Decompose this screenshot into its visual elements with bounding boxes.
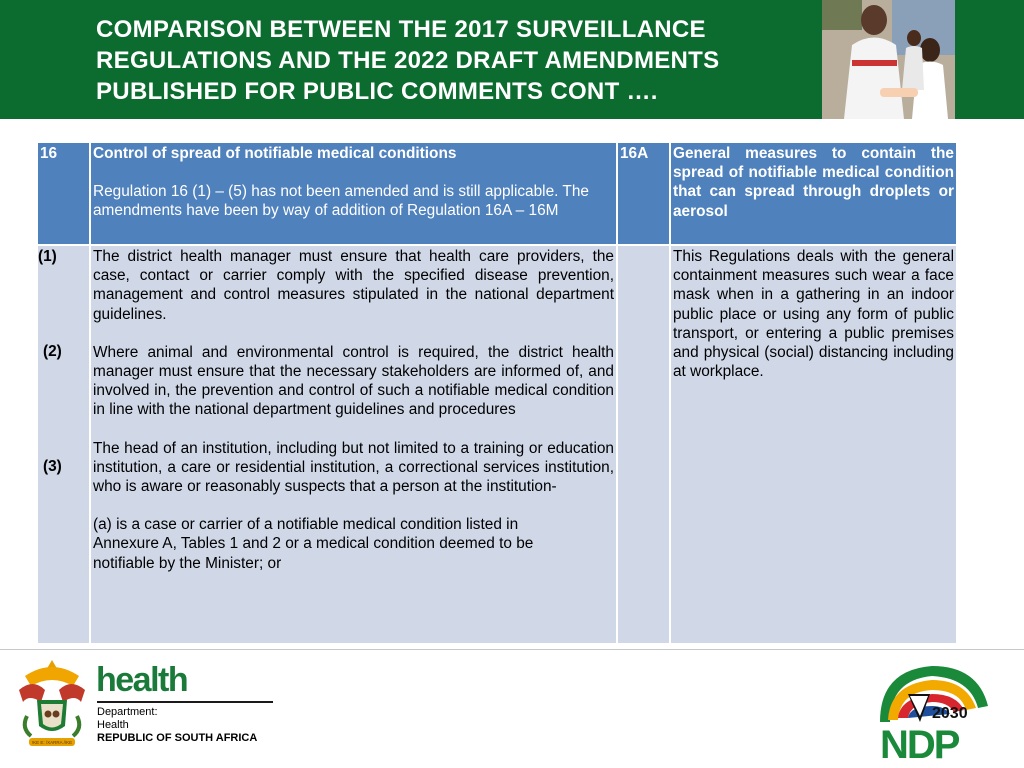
table-header-row	[37, 142, 957, 245]
table-body-row	[37, 245, 957, 644]
body-empty-cell	[617, 245, 670, 644]
svg-text:2030: 2030	[932, 705, 968, 722]
title-line-2: REGULATIONS AND THE 2022 DRAFT AMENDMENTS	[96, 47, 720, 74]
ndp-2030-logo	[874, 660, 992, 762]
title-banner	[0, 0, 1024, 119]
right-description: This Regulations deals with the general containment measures such wear a face mask when in a gathering in an indoor public place or using any form of public transport, or entering a public premises and physical (social) distancing including at workplace.	[670, 245, 957, 644]
nurse-children-photo	[822, 0, 955, 119]
dept-line-1: Department:	[97, 706, 158, 718]
dept-line-2: Health	[97, 719, 129, 731]
regulation-number-16: 16	[37, 142, 90, 245]
title-line-1: COMPARISON BETWEEN THE 2017 SURVEILLANCE	[96, 16, 706, 43]
wordmark-underline	[97, 701, 273, 703]
subsection-number-1: (1)	[38, 248, 57, 265]
left-heading: Control of spread of notifiable medical conditions	[93, 145, 457, 162]
coat-of-arms-logo	[15, 656, 89, 752]
svg-text:NDP: NDP	[880, 723, 959, 762]
department-name	[97, 706, 257, 745]
subsection-numbers	[37, 245, 90, 644]
left-note: Regulation 16 (1) – (5) has not been amended and is still applicable. The amendments have been by way of addition of Regulation 16A – 16M	[93, 183, 589, 220]
body-left-cell	[90, 245, 617, 644]
footer-divider	[0, 649, 1024, 650]
paragraph-1: The district health manager must ensure that health care providers, the case, contact or carrier comply with the specified disease prevention, management and control measures stipulated in the national department guidelines.	[93, 248, 614, 323]
paragraph-3: The head of an institution, including but not limited to a training or education institution, a care or residential institution, a correctional services institution, who is aware or reasonably suspects that a person at the institution-	[93, 439, 614, 496]
subsection-number-2: (2)	[43, 343, 62, 361]
header-left-cell	[90, 142, 617, 245]
paragraph-2: Where animal and environmental control is required, the district health manager must ensure that the necessary stakeholders are informed of, and involved in, the prevention and control of such a notifiable medical condition in line with the national department guidelines and procedures	[93, 343, 614, 419]
paragraph-3a: (a) is a case or carrier of a notifiable medical condition listed in Annexure A, Tables 1 and 2 or a medical condition deemed to be notifiable by the Minister; or	[93, 516, 534, 572]
page-title	[96, 14, 796, 107]
health-wordmark: health	[96, 661, 188, 699]
regulation-number-16a: 16A	[617, 142, 670, 245]
comparison-table	[36, 141, 958, 645]
title-line-3: PUBLISHED FOR PUBLIC COMMENTS CONT ….	[96, 78, 658, 105]
dept-line-3: REPUBLIC OF SOUTH AFRICA	[97, 732, 258, 744]
svg-text:!KE E: /XARRA //KE: !KE E: /XARRA //KE	[31, 740, 73, 745]
subsection-number-3: (3)	[43, 458, 62, 476]
right-heading: General measures to contain the spread of notifiable medical condition that can spread through droplets or aerosol	[670, 142, 957, 245]
